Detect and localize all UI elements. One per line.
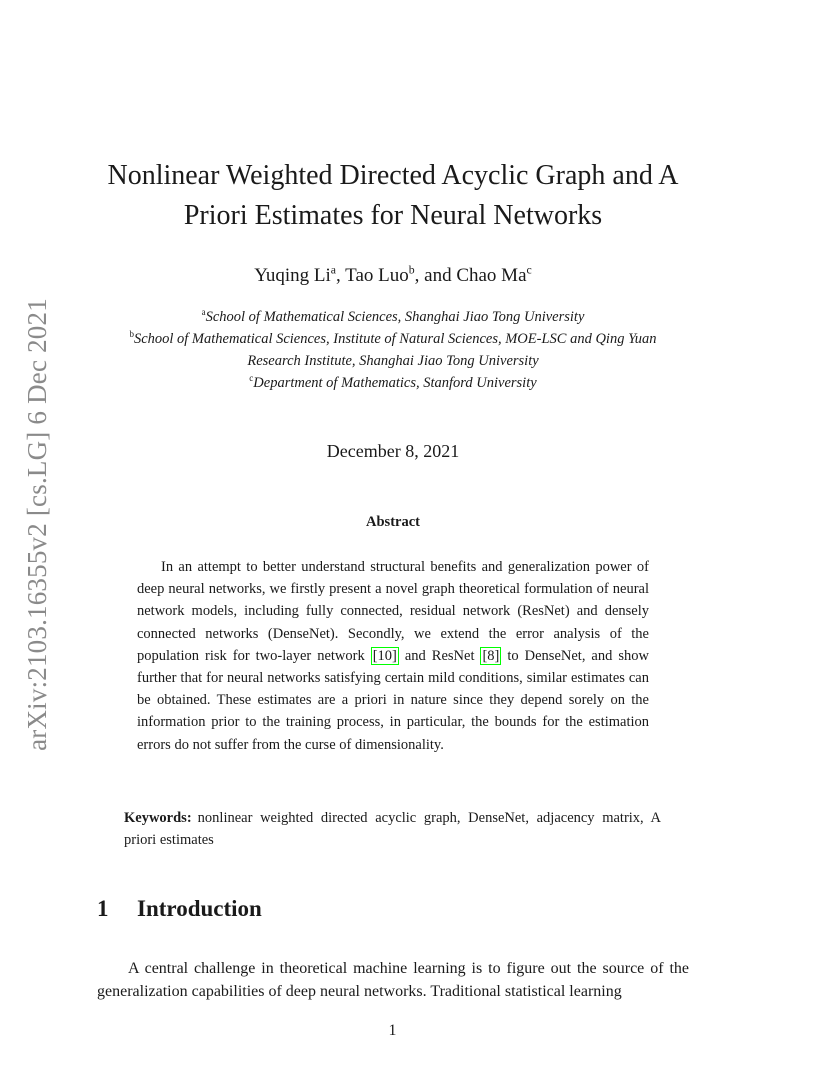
- arxiv-identifier-text: arXiv:2103.16355v2 [cs.LG] 6 Dec 2021: [21, 297, 52, 751]
- keywords-paragraph: [124, 807, 661, 851]
- abstract-body: [137, 556, 649, 756]
- affiliation-a: [80, 306, 706, 328]
- keywords-label: Keywords:: [124, 810, 192, 826]
- author-name: Tao Luo: [345, 265, 409, 286]
- author-separator: ,: [336, 265, 346, 286]
- section-title: Introduction: [137, 896, 262, 921]
- affiliation-text: Department of Mathematics, Stanford University: [253, 375, 537, 391]
- abstract-text: to DenseNet, and show further that for neural networks satisfying certain mild conditions, similar estimates can be obtained. These estimates are a priori in nature since they depend sorely on the information prior to the training process, in particular, the bounds for the estimation errors do not suffer from the curse of dimensionality.: [137, 647, 649, 753]
- citation-link[interactable]: [10]: [372, 647, 397, 664]
- affiliation-list: [80, 306, 706, 394]
- keywords-text: nonlinear weighted directed acyclic graph, DenseNet, adjacency matrix, A priori estimates: [124, 810, 661, 848]
- citation-link[interactable]: [8]: [482, 647, 500, 664]
- affiliation-b-continued: [80, 350, 706, 372]
- publication-date: December 8, 2021: [326, 441, 460, 461]
- author-separator: , and: [414, 265, 457, 286]
- section-number: 1: [97, 896, 109, 921]
- author-name: Yuqing Li: [254, 265, 331, 286]
- arxiv-identifier-stamp: [15, 294, 59, 754]
- abstract-heading: Abstract: [366, 514, 420, 530]
- author-affiliation-mark: b: [408, 263, 415, 277]
- author-name: Chao Ma: [456, 265, 527, 286]
- abstract-text: In an attempt to better understand structural benefits and generalization power of deep neural networks, we firstly present a novel graph theoretical formulation of neural network models, including fully connected, residual network (ResNet) and densely connected networks (DenseNet). Secondly, we extend the error analysis of the population risk for two-layer network: [137, 559, 649, 664]
- introduction-paragraph: A central challenge in theoretical machine learning is to figure out the source of the generalization capabilities of deep neural networks. Traditional statistical learning: [97, 960, 689, 1000]
- title-line-1: Nonlinear Weighted Directed Acyclic Graph and A: [107, 160, 679, 191]
- affiliation-mark: b: [129, 329, 134, 340]
- title-line-2: Priori Estimates for Neural Networks: [183, 200, 603, 231]
- paper-title: [80, 156, 706, 236]
- author-list: [80, 265, 706, 287]
- affiliation-mark: a: [201, 307, 206, 318]
- abstract-text: and ResNet: [398, 647, 481, 664]
- affiliation-c: [80, 372, 706, 394]
- author-affiliation-mark: c: [526, 263, 532, 277]
- section-heading: [97, 896, 262, 922]
- affiliation-text: Research Institute, Shanghai Jiao Tong University: [247, 353, 539, 369]
- affiliation-text: School of Mathematical Sciences, Institute of Natural Sciences, MOE-LSC and Qing Yuan: [133, 331, 657, 347]
- affiliation-mark: c: [249, 373, 254, 384]
- affiliation-text: School of Mathematical Sciences, Shanghai Jiao Tong University: [205, 309, 585, 325]
- author-affiliation-mark: a: [330, 263, 336, 277]
- page-number: 1: [388, 1022, 397, 1039]
- affiliation-b: [80, 328, 706, 350]
